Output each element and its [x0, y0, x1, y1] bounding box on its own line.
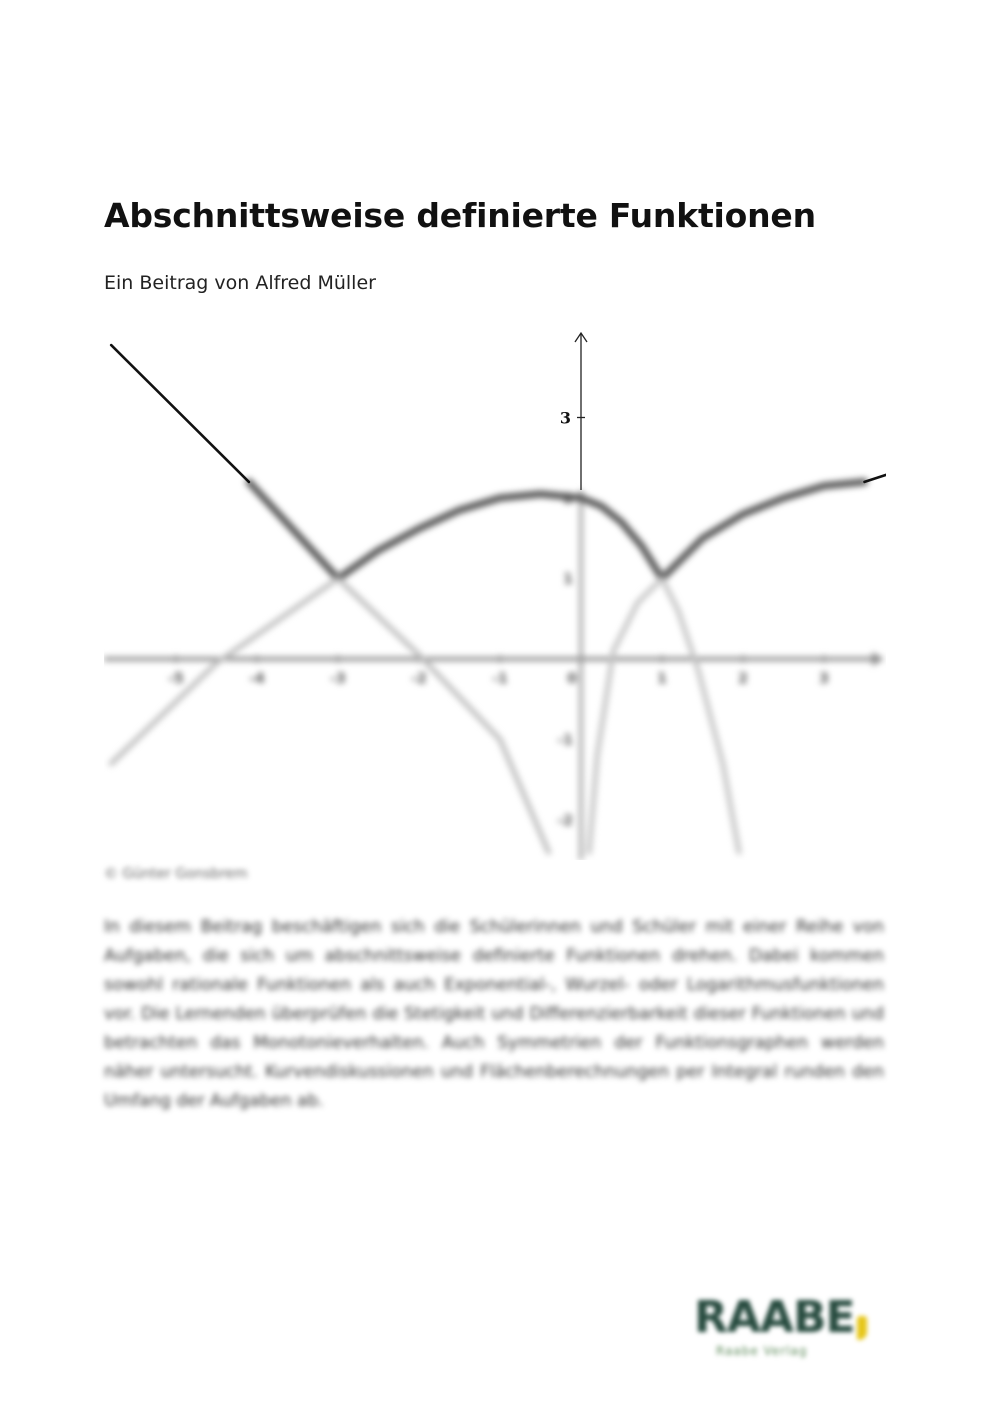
series-line-3: [865, 474, 887, 482]
function-graph: [104, 328, 886, 860]
abstract-paragraph: In diesem Beitrag beschäftigen sich die Schülerinnen und Schüler mit einer Reihe von Aufgaben, die sich um abschnittsweise definierte Funktionen drehen. Dabei kommen sowohl rationale Funktionen als auch Exponential-, Wurzel- oder Logarithmusfunktionen vor. Die Lernenden überprüfen die Stetigkeit und Differenzierbarkeit dieser Funktionen und betrachten das Monotonieverhalten. Auch Symmetrien der Funktionsgraphen werden näher untersucht. Kurvendiskussionen und Flächenberechnungen per Integral runden den Umfang der Aufgaben ab.: [104, 917, 884, 1111]
x-tick-label: -3: [330, 671, 346, 687]
x-axis-arrow-icon: [872, 652, 884, 666]
logo-comma-icon: [857, 1316, 867, 1340]
y-tick-label: 3: [559, 408, 571, 428]
series-line-5: [589, 579, 739, 853]
logo-wordmark: RAABE: [694, 1292, 855, 1343]
y-tick-label: -2: [557, 813, 573, 829]
document-title: Abschnittsweise definierte Funktionen: [104, 196, 816, 235]
y-tick-label: 1: [563, 571, 573, 588]
x-tick-label: 3: [819, 671, 829, 687]
x-tick-label: 0: [567, 671, 577, 687]
publisher-logo: [694, 1292, 894, 1366]
x-tick-label: -2: [411, 671, 427, 687]
logo-tagline: Raabe Verlag: [716, 1344, 808, 1358]
series-line-2: [249, 482, 865, 579]
x-tick-label: 1: [657, 671, 667, 687]
y-tick-label: 2: [563, 491, 573, 507]
x-tick-label: -1: [492, 671, 508, 687]
x-tick-label: 2: [738, 671, 748, 687]
series-line-1: [111, 345, 249, 482]
x-tick-label: -5: [168, 671, 184, 687]
figure-credit: © Günter Gonsbrem: [104, 866, 248, 882]
y-tick-label: -1: [557, 732, 573, 749]
author-byline: Ein Beitrag von Alfred Müller: [104, 272, 376, 294]
function-graph-figure: [104, 328, 886, 860]
series-line-4: [111, 579, 548, 853]
blurred-plot-layer: [104, 482, 884, 860]
x-tick-label: -4: [249, 671, 265, 687]
